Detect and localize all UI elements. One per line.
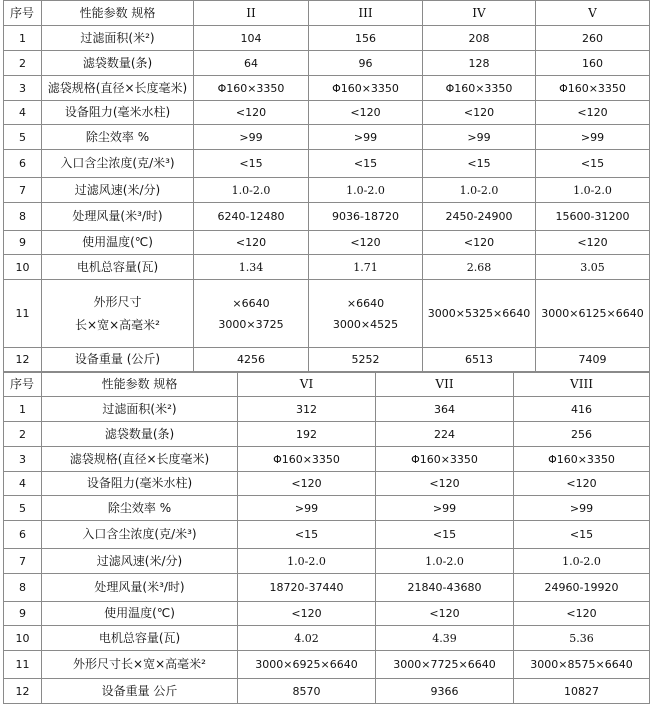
row-no: 11	[4, 651, 42, 679]
row-no: 7	[4, 178, 42, 203]
table-row	[4, 231, 650, 255]
cell-value: 208	[423, 26, 536, 51]
cell-value: Φ160×3350	[536, 76, 650, 101]
table-row	[4, 447, 650, 472]
cell-value: 9036-18720	[309, 203, 423, 231]
cell-value: 1.0-2.0	[238, 549, 376, 574]
cell-value: <120	[423, 101, 536, 125]
cell-value: 6240-12480	[194, 203, 309, 231]
cell-value: 312	[238, 397, 376, 422]
cell-value: 96	[309, 51, 423, 76]
header-no: 序号	[4, 1, 42, 26]
table-header-row	[4, 373, 650, 397]
row-no: 3	[4, 447, 42, 472]
row-param: 滤袋规格(直径×长度毫米)	[42, 447, 238, 472]
header-no: 序号	[4, 373, 42, 397]
row-no: 5	[4, 125, 42, 150]
cell-value: 7409	[536, 348, 650, 372]
cell-value: 4256	[194, 348, 309, 372]
cell-value: 9366	[376, 679, 514, 704]
cell-value: 6513	[423, 348, 536, 372]
cell-value: 1.0-2.0	[194, 178, 309, 203]
table-row	[4, 26, 650, 51]
row-param: 处理风量(米³/时)	[42, 203, 194, 231]
row-param: 使用温度(℃)	[42, 602, 238, 626]
cell-value: <120	[376, 602, 514, 626]
row-no: 9	[4, 231, 42, 255]
row-no: 9	[4, 602, 42, 626]
cell-value	[309, 280, 423, 348]
cell-value: <15	[194, 150, 309, 178]
cell-value	[194, 280, 309, 348]
cell-value: >99	[238, 496, 376, 521]
header-spec: V	[536, 1, 650, 26]
table-row	[4, 203, 650, 231]
cell-value: <15	[514, 521, 650, 549]
cell-value: <15	[536, 150, 650, 178]
cell-value: 10827	[514, 679, 650, 704]
cell-value: Φ160×3350	[238, 447, 376, 472]
cell-value: 5.36	[514, 626, 650, 651]
table-header-row	[4, 1, 650, 26]
row-no: 2	[4, 422, 42, 447]
cell-value: <120	[536, 101, 650, 125]
cell-value: <120	[309, 231, 423, 255]
cell-value: Φ160×3350	[423, 76, 536, 101]
row-param: 滤袋规格(直径×长度毫米)	[42, 76, 194, 101]
cell-value: 8570	[238, 679, 376, 704]
cell-value: >99	[536, 125, 650, 150]
cell-value: 1.0-2.0	[309, 178, 423, 203]
row-no: 1	[4, 26, 42, 51]
row-param: 电机总容量(瓦)	[42, 255, 194, 280]
cell-value: 4.02	[238, 626, 376, 651]
cell-value: >99	[376, 496, 514, 521]
cell-value: 24960-19920	[514, 574, 650, 602]
row-no: 12	[4, 348, 42, 372]
spec-table-2	[3, 372, 650, 704]
cell-value: <120	[238, 472, 376, 496]
row-no: 1	[4, 397, 42, 422]
row-param	[42, 280, 194, 348]
row-param: 除尘效率 %	[42, 496, 238, 521]
cell-line: 3000×4525	[332, 317, 399, 331]
row-param: 过滤面积(米²)	[42, 26, 194, 51]
cell-value: >99	[514, 496, 650, 521]
table-row	[4, 125, 650, 150]
cell-value: 4.39	[376, 626, 514, 651]
cell-value: 21840-43680	[376, 574, 514, 602]
row-param: 使用温度(℃)	[42, 231, 194, 255]
cell-value: Φ160×3350	[514, 447, 650, 472]
cell-value: Φ160×3350	[309, 76, 423, 101]
cell-value: 1.34	[194, 255, 309, 280]
cell-value: Φ160×3350	[194, 76, 309, 101]
cell-value: <120	[514, 472, 650, 496]
cell-value: >99	[423, 125, 536, 150]
cell-value: 2450-24900	[423, 203, 536, 231]
row-param: 滤袋数量(条)	[42, 51, 194, 76]
header-spec: VIII	[514, 373, 650, 397]
table-row	[4, 574, 650, 602]
table-row	[4, 651, 650, 679]
table-row	[4, 626, 650, 651]
header-spec: III	[309, 1, 423, 26]
row-param: 设备重量 公斤	[42, 679, 238, 704]
header-spec: VI	[238, 373, 376, 397]
row-param: 滤袋数量(条)	[42, 422, 238, 447]
cell-value: 104	[194, 26, 309, 51]
cell-value: 3000×5325×6640	[423, 280, 536, 348]
cell-value: 364	[376, 397, 514, 422]
table-row	[4, 422, 650, 447]
row-no: 4	[4, 472, 42, 496]
row-param: 处理风量(米³/时)	[42, 574, 238, 602]
cell-value: 256	[514, 422, 650, 447]
cell-value: 2.68	[423, 255, 536, 280]
cell-value: <120	[423, 231, 536, 255]
row-param: 过滤面积(米²)	[42, 397, 238, 422]
cell-value: 3000×7725×6640	[376, 651, 514, 679]
table-row	[4, 280, 650, 348]
row-no: 2	[4, 51, 42, 76]
cell-value: 5252	[309, 348, 423, 372]
cell-value: 1.0-2.0	[514, 549, 650, 574]
row-param: 设备重量 (公斤)	[42, 348, 194, 372]
cell-value: 3000×6925×6640	[238, 651, 376, 679]
cell-value: <120	[376, 472, 514, 496]
table-row	[4, 472, 650, 496]
table-row	[4, 496, 650, 521]
cell-value: <120	[514, 602, 650, 626]
cell-value: 3.05	[536, 255, 650, 280]
row-param: 过滤风速(米/分)	[42, 178, 194, 203]
cell-value: 64	[194, 51, 309, 76]
table-row	[4, 255, 650, 280]
cell-value: 15600-31200	[536, 203, 650, 231]
table-row	[4, 549, 650, 574]
table-row	[4, 101, 650, 125]
row-no: 10	[4, 626, 42, 651]
header-param: 性能参数 规格	[42, 373, 238, 397]
row-no: 8	[4, 203, 42, 231]
row-no: 4	[4, 101, 42, 125]
row-param: 除尘效率 %	[42, 125, 194, 150]
cell-value: 1.0-2.0	[536, 178, 650, 203]
table-row	[4, 150, 650, 178]
cell-value: <15	[309, 150, 423, 178]
cell-value: 1.71	[309, 255, 423, 280]
cell-value: 128	[423, 51, 536, 76]
cell-value: <120	[194, 231, 309, 255]
row-param: 电机总容量(瓦)	[42, 626, 238, 651]
table-row	[4, 602, 650, 626]
cell-value: 1.0-2.0	[376, 549, 514, 574]
header-param: 性能参数 规格	[42, 1, 194, 26]
cell-value: <120	[536, 231, 650, 255]
cell-value: 156	[309, 26, 423, 51]
table-row	[4, 51, 650, 76]
row-no: 8	[4, 574, 42, 602]
cell-value: 224	[376, 422, 514, 447]
row-no: 7	[4, 549, 42, 574]
param-line: 长×宽×高毫米²	[75, 317, 160, 332]
table-row	[4, 178, 650, 203]
row-param: 入口含尘浓度(克/米³)	[42, 521, 238, 549]
row-no: 6	[4, 150, 42, 178]
table-row	[4, 679, 650, 704]
header-spec: VII	[376, 373, 514, 397]
row-no: 5	[4, 496, 42, 521]
table-row	[4, 397, 650, 422]
cell-value: <120	[238, 602, 376, 626]
cell-value: <15	[376, 521, 514, 549]
cell-line: 3000×3725	[218, 317, 284, 331]
cell-value: 18720-37440	[238, 574, 376, 602]
cell-line: ×6640	[346, 296, 385, 310]
table-row	[4, 521, 650, 549]
cell-value: Φ160×3350	[376, 447, 514, 472]
cell-value: 416	[514, 397, 650, 422]
row-no: 10	[4, 255, 42, 280]
cell-value: >99	[194, 125, 309, 150]
row-param: 外形尺寸长×宽×高毫米²	[42, 651, 238, 679]
cell-value: 260	[536, 26, 650, 51]
row-no: 3	[4, 76, 42, 101]
cell-value: 1.0-2.0	[423, 178, 536, 203]
cell-value: <120	[194, 101, 309, 125]
row-no: 11	[4, 280, 42, 348]
header-spec: IV	[423, 1, 536, 26]
row-no: 12	[4, 679, 42, 704]
row-no: 6	[4, 521, 42, 549]
row-param: 过滤风速(米/分)	[42, 549, 238, 574]
row-param: 入口含尘浓度(克/米³)	[42, 150, 194, 178]
cell-value: <120	[309, 101, 423, 125]
row-param: 设备阻力(毫米水柱)	[42, 472, 238, 496]
cell-value: 192	[238, 422, 376, 447]
row-param: 设备阻力(毫米水柱)	[42, 101, 194, 125]
cell-value: <15	[423, 150, 536, 178]
cell-value: 3000×6125×6640	[536, 280, 650, 348]
cell-value: <15	[238, 521, 376, 549]
table-row	[4, 348, 650, 372]
spec-table-1	[3, 0, 650, 372]
header-spec: II	[194, 1, 309, 26]
param-line: 外形尺寸	[93, 294, 142, 309]
cell-value: 3000×8575×6640	[514, 651, 650, 679]
table-row	[4, 76, 650, 101]
cell-value: 160	[536, 51, 650, 76]
cell-line: ×6640	[232, 296, 270, 310]
cell-value: >99	[309, 125, 423, 150]
